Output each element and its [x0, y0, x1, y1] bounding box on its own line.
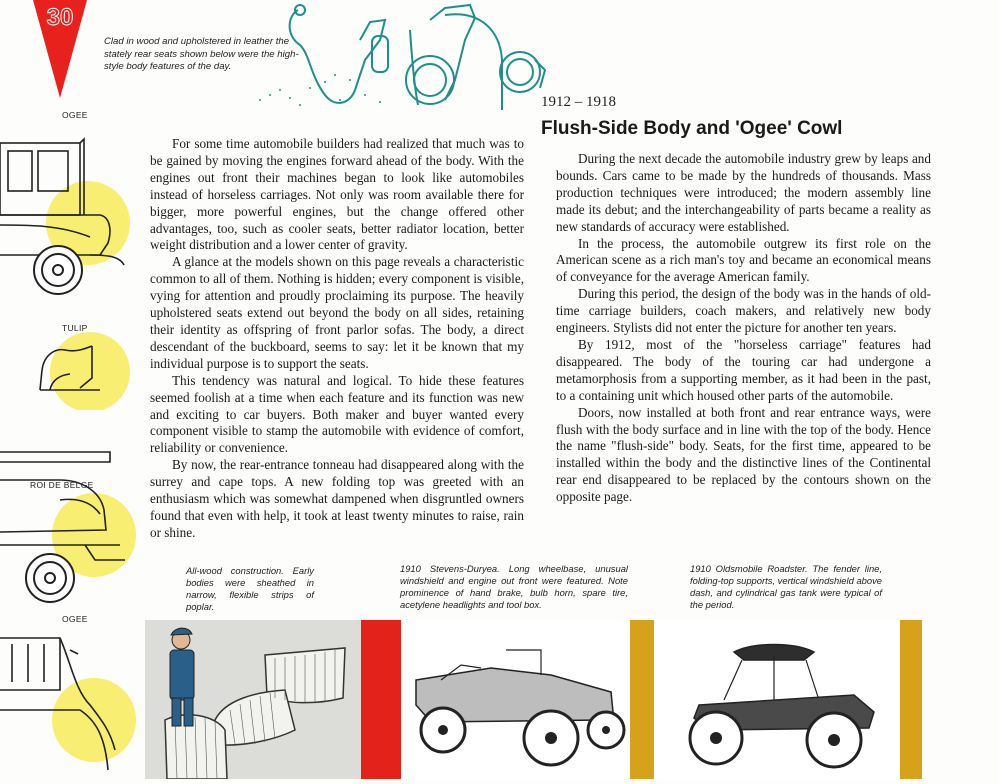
right-text-column: [556, 151, 931, 506]
right-paragraph-3: During this period, the design of the body was in the hands of old-time carriage builders, coach makers, and relatively new body engineers. Stylists did not enter the picture for another ten years.: [556, 286, 931, 336]
side-label-roi-de-belge: ROI DE BELGE: [30, 480, 94, 490]
gold-color-band-right: [900, 620, 922, 779]
right-paragraph-4: By 1912, most of the "horseless carriage" features had disappeared. The body of the touring car had undergone a metamorphosis from a supporting member, as it had been in the past, to a containing unit which housed other parts of the automobile.: [556, 336, 931, 403]
photo-all-wood-construction: [145, 620, 361, 779]
era-range: 1912 – 1918: [541, 94, 616, 110]
caption-all-wood: All-wood construction. Early bodies were sheathed in narrow, flexible strips of poplar.: [186, 565, 314, 612]
side-label-tulip: TULIP: [62, 323, 88, 333]
photo-stevens-duryea: [401, 620, 630, 779]
photo-oldsmobile-roadster: [654, 620, 900, 779]
caption-oldsmobile: 1910 Oldsmobile Roadster. The fender line, folding-top supports, vertical windshield above dash, and cylindrical gas tank were typical of the period.: [690, 563, 882, 610]
roi-de-belge-sketch: [0, 450, 140, 610]
gold-color-band-left: [630, 620, 654, 779]
left-text-column: [150, 136, 524, 542]
intro-caption: Clad in wood and upholstered in leather the stately rear seats shown below were the high-style body features of the day.: [104, 36, 299, 72]
left-paragraph-3: This tendency was natural and logical. To hide these features seemed foolish at a time when each feature and its function was new and exciting to car buyers. Both maker and buyer wanted every component visible to stamp the automobile with evidence of comfort, reliability or convenience.: [150, 372, 524, 456]
ogee-lower-sketch: [0, 630, 140, 779]
left-paragraph-4: By now, the rear-entrance tonneau had disappeared along with the surrey and cape tops. A new folding top was greeted with an enthusiasm which was somewhat dampened when disgruntled owners found that even with help, it took at least twenty minutes to raise, rain or shine.: [150, 457, 524, 540]
lamp-horn-illustration: [240, 0, 560, 120]
tulip-body-sketch: [20, 330, 140, 410]
side-label-ogee-top: OGEE: [62, 110, 88, 120]
left-paragraph-1: For some time automobile builders had realized that much was to be gained by moving the engines forward ahead of the body. With the engines out front their machines began to look like automobiles instead of horseless carriages. Not only was room available there for bigger, more powerful engines, but the change offered other advantages, too, such as cooler seats, better radiator location, better weight distribution and a lower center of gravity.: [150, 136, 524, 253]
side-label-ogee-bottom: OGEE: [62, 614, 88, 624]
caption-stevens-duryea: 1910 Stevens-Duryea. Long wheelbase, unusual windshield and engine out front were featured. Note prominence of hand brake, bulb horn, spare tire, acetylene headlights and tool box.: [400, 563, 628, 610]
right-paragraph-1: During the next decade the automobile industry grew by leaps and bounds. Cars came to be made by the hundreds of thousands. Mass production techniques were introduced; the modern assembly line made its debut; and the interchangeability of parts became a reality as new standards of accuracy were established.: [556, 151, 931, 234]
right-paragraph-2: In the process, the automobile outgrew its first role on the American scene as a rich man's toy and became an economical means of conveyance for the average American family.: [556, 235, 931, 285]
red-color-band: [361, 620, 401, 779]
right-paragraph-5: Doors, now installed at both front and rear entrance ways, were flush with the body surface and in line with the top of the body. Hence the name "flush-side" body. Seats, for the first time, appeared to be installed within the body and the distinctive lines of the Continental rear end disappeared to be replaced by the contours shown on the opposite page.: [556, 404, 931, 505]
left-paragraph-2: A glance at the models shown on this page reveals a characteristic common to all of them. Nothing is hidden; every component is visible, vying for attention and proudly proclaiming its purpose. The heavily upholstered seats extend out beyond the body on all sides, retaining their identity as offspring of front parlor sofas. The body, a direct descendant of the buckboard, seems to say: let it be known that my individual purpose is to support the seats.: [150, 254, 524, 371]
page-title: Flush-Side Body and 'Ogee' Cowl: [541, 118, 843, 139]
page-number: 30: [46, 4, 74, 31]
ogee-body-sketch: [0, 125, 140, 305]
